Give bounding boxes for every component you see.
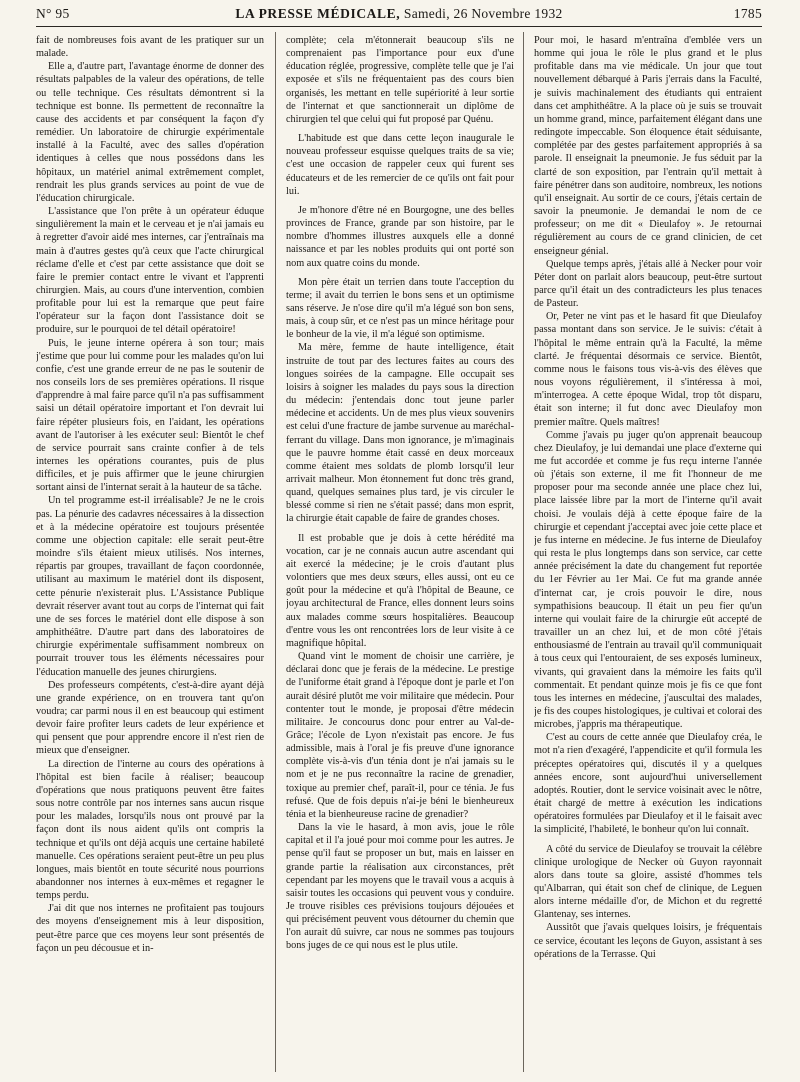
paragraph: Comme j'avais pu juger qu'on apprenait beaucoup chez Dieulafoy, je lui demandai une place d'externe qui me fut accordée et comme je fus reçu interne l'année où j'étais son externe, il me fit l'honneur de me proposer pour ma seconde année une place chez lui, place laissée libre par la mort de l'interne qu'il avait choisi. Je voulais déjà à cette époque faire de la chirurgie et cependant j'acceptai avec joie cette place et je fus interne en médecine. Je fus interne de Dieulafoy qui resta le plus longtemps dans son service, car cette année précisément la date du changement fut reportée du 1er Février au 1er Mai. Ce fut ma grande année d'internat car, je crois pouvoir le dire, nous sympathisions beaucoup. Il était un peu fier qu'un interne qui voulait faire de la chirurgie eût accepté de travailler un an chez lui, et de mon côté j'étais enthousiasmé de l'entrain au travail qu'il communiquait à tous ceux qui l'entouraient, de ses exposés lumineux, vivants, qui gravaient dans la mémoire les faits qu'il commentait. Et pendant quinze mois je fis ce que font tous les internes en médecine, j'auscultai des malades, je fis des coupes histologiques, je cultivai et colorai des microbes, j'appris ma thérapeutique. bbox=[534, 429, 762, 731]
journal-line bbox=[36, 6, 762, 22]
text-column-1 bbox=[36, 34, 264, 1069]
column-divider bbox=[523, 32, 524, 1072]
paragraph: Or, Peter ne vint pas et le hasard fit que Dieulafoy passa montant dans son service. Je le suivis: c'était à l'hôpital le même entrain qu'à la Faculté, la même clarté. Je fréquentai désormais ce service. Bientôt, comme nous le faisons tous vis-à-vis des élèves que nous voyons régulièrement, il s'intéressa à moi, m'interrogea. A cette époque Widal, trop tôt disparu, était son interne; il fut donc avec Dieulafoy mon premier maître. Quels maîtres! bbox=[534, 311, 762, 428]
paragraph: fait de nombreuses fois avant de les pratiquer sur un malade. bbox=[36, 35, 264, 60]
paragraph: Puis, le jeune interne opérera à son tour; mais j'estime que pour lui comme pour les malades qu'on lui confie, c'est une grande erreur de ne pas le soutenir de nos conseils lors de ses premières opérations. Il risque d'apprendre à mal faire parce qu'il n'a pas suffisamment saisi un détail opératoire important et l'on devrait lui faire répéter plusieurs fois, en l'aidant, les opérations avant de l'autoriser à les exécuter seul: Bientôt le chef de service pourrait sans crainte confier à de tels internes les opérations courantes, puis de plus difficiles, et je puis affirmer que le jeune chirurgien sortant ainsi de l'internat serait à la hauteur de sa tâche. bbox=[36, 337, 264, 494]
paragraph: complète; cela m'étonnerait beaucoup s'ils ne comprenaient pas l'importance pour eux d'une éducation réglée, progressive, complète telle que je l'ai exposée et s'ils ne fréquentaient pas des cours bien organisés, les mettant en telle supériorité à leur sortie de l'internat et que sanctionnerait un diplôme de chirurgien tel que celui qui fut proposé par Quénu. bbox=[286, 35, 514, 125]
paragraph: A côté du service de Dieulafoy se trouvait la célèbre clinique urologique de Necker où Guyon rayonnait alors dans toute sa gloire, assisté d'hommes tels qu'Albarran, qui était son chef de clinique, de Leguen alors interne médaille d'or, de Michon et du regretté Glantenay, ses internes. bbox=[534, 843, 762, 921]
text-column-3 bbox=[534, 34, 762, 1069]
paragraph: Aussitôt que j'avais quelques loisirs, je fréquentais ce service, écoutant les leçons de Guyon, assistant à ses opérations de la Terrasse. Qui bbox=[534, 922, 762, 960]
paragraph: Quelque temps après, j'étais allé à Necker pour voir Péter dont on parlait alors beaucoup, peut-être surtout parce qu'il était un des contradicteurs les plus tenaces de Pasteur. bbox=[534, 258, 762, 310]
header-rule bbox=[36, 26, 762, 27]
paragraph: L'assistance que l'on prête à un opérateur éduque singulièrement la main et le cerveau et je n'ai jamais eu à regretter d'avoir aidé mes internes, car j'entraînais ma main à d'autres gestes qu'à ceux que l'acte chirurgical réclame d'elle et c'est par cette assistance que doit se faire le premier contact entre le vivant et l'apprenti chirurgien. Mais, au cours d'une intervention, combien profitable pour lui est la remarque que peut faire l'opérateur sur la façon dont l'assistance doit se produire, sur le pourquoi de tel détail opératoire! bbox=[36, 206, 264, 336]
paragraph: Je m'honore d'être né en Bourgogne, une des belles provinces de France, grande par son histoire, par le nombre d'hommes illustres auxquels elle a donné naissance et par les nobles produits qui ont porté son nom aux quatre coins du monde. bbox=[286, 204, 514, 269]
journal-title: LA PRESSE MÉDICALE, bbox=[235, 6, 401, 21]
paragraph: Un tel programme est-il irréalisable? Je ne le crois pas. La pénurie des cadavres nécessaires à la dissection et à la médecine opératoire est toujours présentée comme une objection capitale: elle serait peut-être moindre s'ils étaient mieux utilisés. Nos internes, répartis par groupes, travaillant de façon coordonnée, utilisant au maximum le matériel dont ils disposent, cette pénurie n'existerait plus. L'Assistance Publique devrait réserver avant tout au corps de l'internat qui fait une de ses forces le matériel dont elle dispose à son amphithéâtre. D'autre part dans des laboratoires de chirurgie expérimentale suffisamment nombreux on pourrait trouver tous les éléments nécessaires pour l'éducation manuelle des jeunes chirurgiens. bbox=[36, 495, 264, 678]
paragraph: Pour moi, le hasard m'entraîna d'emblée vers un homme qui joua le rôle le plus grand et le plus profitable dans ma vie médicale. Un jour que tout nouvellement débarqué à Paris j'errais dans la Faculté, je suivis machinalement des étudiants qui entraient dans cet amphithéâtre. A la place où je suis se trouvait un homme grand, mince, parfaitement élégant dans une redingote impeccable. Son éloquence était séduisante, complétée par des gestes parfaitement appropriés à sa parole. Il enseignait la pneumonie. Je fus séduit par la clarté de son exposition, par l'entrain qu'il mettait à faire pénétrer dans son auditoire, nombreux, les notions qu'il enseignait. Au sortir de ce cours, j'étais certain de savoir la pneumonie. Je demandai le nom de ce professeur; on me dit « Dieulafoy ». Je retournai régulièrement au cours de ce grand clinicien, de cet enseigneur génial. bbox=[534, 35, 762, 257]
paragraph: Dans la vie le hasard, à mon avis, joue le rôle capital et il l'a joué pour moi comme pour les autres. Je pense qu'il faut se proposer un but, mais en laisser en grande partie la réalisation aux circonstances, prêt cependant par les moyens que le travail vous a acquis à saisir toutes les occasions qui peuvent vous y conduire. Je trouve risibles ces prévisions toujours déjouées et qui précisément peuvent vous détourner du chemin que l'on aurait dû suivre, car nous ne sommes pas toujours bons juges de ce qui nous est le plus utile. bbox=[286, 822, 514, 952]
paragraph: Il est probable que je dois à cette hérédité ma vocation, car je ne connais aucun autre ascendant qui ait exercé la médecine; je le crois d'autant plus volontiers que mes deux sœurs, elles aussi, ont eu ce goût pour la médecine et qu'à l'hôpital de Beaune, ce joyau architectural de France, elles donnent leurs soins aux malades comme sœurs hospitalières. Beaucoup d'entre vous les ont rencontrées lors de leur visite à ce magnifique hôpital. bbox=[286, 532, 514, 649]
paragraph: C'est au cours de cette année que Dieulafoy créa, le mot n'a rien d'exagéré, l'appendicite et qu'il formula les préceptes opératoires qui, discutés il y a quelques années encore, sont aujourd'hui universellement adoptés. Routier, dont le service voisinait avec le nôtre, était chargé de mettre à exécution les indications opératoires formulées par Dieulafoy et il le faisait avec la simplicité, l'habileté, le bonheur qu'on lui connaît. bbox=[534, 732, 762, 836]
paragraph: La direction de l'interne au cours des opérations à l'hôpital est bien facile à réaliser; beaucoup d'opérations que nous pratiquons peuvent être faites sous notre contrôle par nos internes sans aucun risque pour les malades, lorsqu'ils nous ont prouvé par la façon dont ils nous aident qu'ils ont compris la technique et qu'ils ont déjà acquis une certaine habileté manuelle. Ces opérations seraient peut-être un peu plus longues, mais bientôt en toute sécurité nous pourrions abandonner nos internes à eux-mêmes et regagner le temps perdu. bbox=[36, 758, 264, 902]
issue-date: Samedi, 26 Novembre 1932 bbox=[403, 6, 563, 21]
paragraph: L'habitude est que dans cette leçon inaugurale le nouveau professeur esquisse quelques traits de sa vie; c'est une occasion de rappeler ceux qui furent ses éducateurs et de les remercier de ce qu'ils ont fait pour lui. bbox=[286, 133, 514, 197]
paragraph: Elle a, d'autre part, l'avantage énorme de donner des résultats palpables de la valeur des opérations, de telle ou telle technique. Ces résultats démontrent si la technique est bonne. Ils permettent de reconnaître la cause des accidents et par conséquent la façon d'y remédier. Un laboratoire de chirurgie expérimentale installé à la Faculté, avec des salles d'opération identiques à celles que nous possédons dans les hôpitaux, un matériel animal extrêmement complet, rendrait les plus grands services au point de vue de l'éducation chirurgicale. bbox=[36, 61, 264, 204]
running-header bbox=[36, 6, 762, 24]
paragraph: Ma mère, femme de haute intelligence, était instruite de tout par des lectures faites au cours des longues soirées de la campagne. Elle occupait ses loisirs à soigner les malades du pays sous la direction du médecin: j'entendais donc tout jeune parler médecine et accidents. Un de mes plus vieux souvenirs est celui d'une fracture de jambe survenue au maréchal-ferrant du village. Dans mon ignorance, je m'imaginais que le pauvre homme était cassé en deux morceaux comme étaient mes soldats de plomb lorsqu'il leur arrivait malheur. Mon étonnement fut donc très grand, quand, quelques semaines plus tard, je vis circuler le blessé comme si rien ne s'était passé; dans mon esprit, la chirurgie était capable de faire de grandes choses. bbox=[286, 342, 514, 525]
column-divider bbox=[275, 32, 276, 1072]
paragraph: Des professeurs compétents, c'est-à-dire ayant déjà une grande expérience, on en trouvera tant qu'on voudra; car parmi nous il en est beaucoup qui estiment devoir faire profiter leurs cadets de leur expérience et qui pensent que pour apprendre encore il n'est rien de mieux que d'enseigner. bbox=[36, 679, 264, 757]
paragraph: Mon père était un terrien dans toute l'acception du terme; il avait du terrien le bons sens et un optimisme sans réserve. Je n'ose dire qu'il m'a légué son bon sens, mais, à coup sûr, et ce n'est pas un mince héritage pour le bonheur de la vie, il m'a légué son optimisme. bbox=[286, 276, 514, 341]
paragraph: J'ai dit que nos internes ne profitaient pas toujours des moyens d'enseignement mis à leur disposition, peut-être parce que ces moyens leur sont présentés de façon un peu décousue et in- bbox=[36, 903, 264, 954]
issue-number: N° 95 bbox=[36, 6, 70, 21]
text-column-2 bbox=[286, 34, 514, 1069]
page-number: 1785 bbox=[733, 6, 762, 21]
paragraph: Quand vint le moment de choisir une carrière, je déclarai donc que je ferais de la médecine. Le prestige de l'uniforme était grand à l'époque dont je parle et l'on aurait désiré plutôt me voir militaire que médecin. Pour contenter tout le monde, je proposai d'être médecin militaire. Je concourus donc pour entrer au Val-de-Grâce; l'école de Lyon n'existait pas encore. Je fus admissible, mais à l'oral je fis preuve d'une ignorance complète vis-à-vis d'un ténia dont je n'ai jamais su le nom et je ne pus reconnaître la racine de grenadier, toxique au premier chef, paraît-il, pour ce ténia. Je fus refusé. Que de fois depuis n'ai-je béni le bienheureux ténia et la bienheureuse racine de grenadier? bbox=[286, 651, 514, 820]
